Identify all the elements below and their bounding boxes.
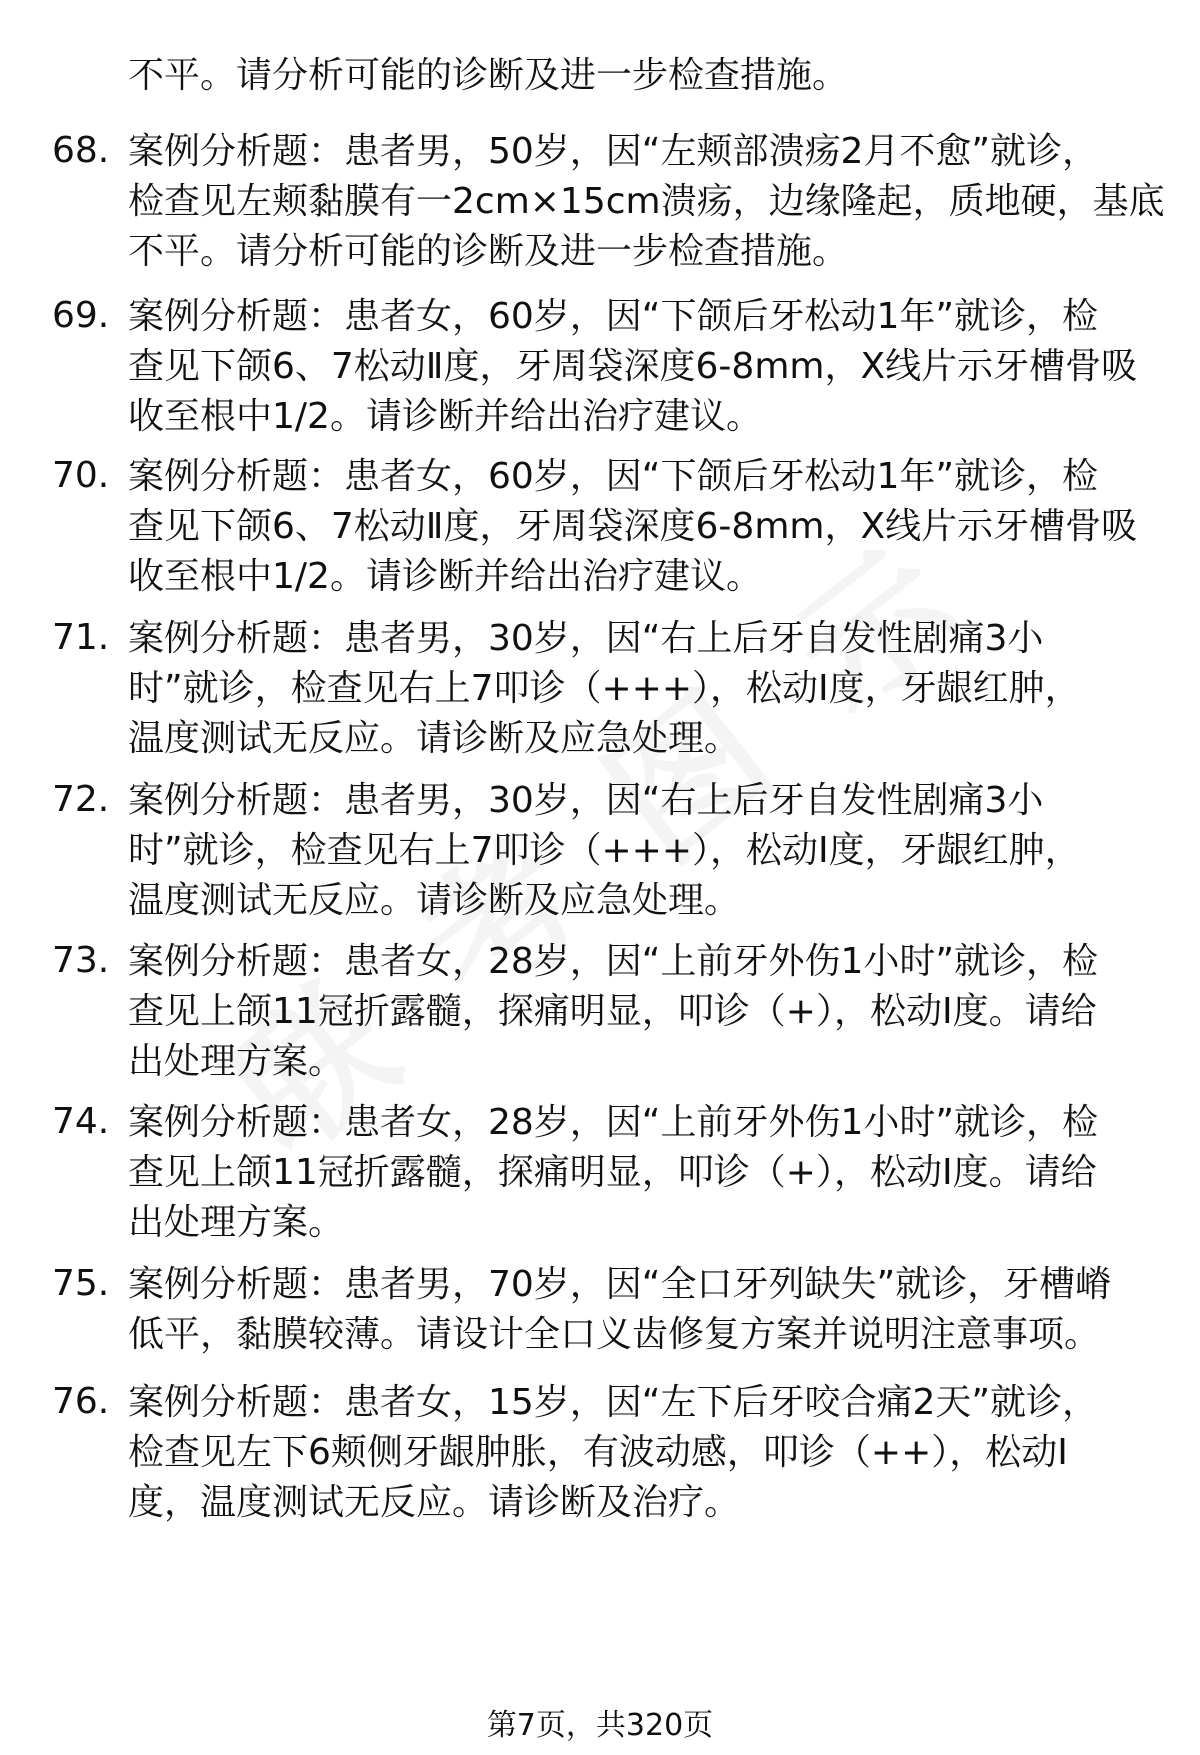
question-line: 查见下颌6、7松动Ⅱ度，牙周袋深度6-8mm，X线片示牙槽骨吸 (128, 346, 1138, 387)
question-number: 76. (52, 1381, 110, 1422)
question-text (128, 292, 1148, 442)
question-line: 时”就诊，检查见右上7叩诊（+++），松动Ⅰ度，牙龈红肿， (128, 668, 1081, 709)
question-text (128, 614, 1148, 764)
question-line: 查见下颌6、7松动Ⅱ度，牙周袋深度6-8mm，X线片示牙槽骨吸 (128, 506, 1138, 547)
question-line: 案例分析题：患者女，60岁，因“下颌后牙松动1年”就诊，检 (128, 296, 1099, 337)
question-line: 收至根中1/2。请诊断并给出治疗建议。 (128, 556, 762, 597)
question-line: 查见上颌11冠折露髓，探痛明显，叩诊（+），松动Ⅰ度。请给 (128, 1152, 1097, 1193)
question-number: 71. (52, 617, 110, 658)
question-line: 低平，黏膜较薄。请设计全口义齿修复方案并说明注意事项。 (128, 1314, 1101, 1355)
page-footer: 第7页，共320页 (486, 1708, 714, 1743)
question-number: 74. (52, 1101, 110, 1142)
question-text (128, 1378, 1148, 1528)
question-line: 案例分析题：患者女，60岁，因“下颌后牙松动1年”就诊，检 (128, 456, 1099, 497)
question-line: 案例分析题：患者男，30岁，因“右上后牙自发性剧痛3小 (128, 618, 1044, 659)
question-number: 68. (52, 130, 110, 171)
question-line: 收至根中1/2。请诊断并给出治疗建议。 (128, 396, 762, 437)
question-number: 69. (52, 295, 110, 336)
question-line: 时”就诊，检查见右上7叩诊（+++），松动Ⅰ度，牙龈红肿， (128, 830, 1081, 871)
question-line: 不平。请分析可能的诊断及进一步检查措施。 (128, 231, 849, 272)
question-line: 案例分析题：患者女，28岁，因“上前牙外伤1小时”就诊，检 (128, 1102, 1099, 1143)
question-line: 出处理方案。 (128, 1202, 345, 1243)
question-text (128, 937, 1148, 1087)
question-text (128, 1260, 1148, 1360)
question-line: 温度测试无反应。请诊断及应急处理。 (128, 718, 741, 759)
question-line: 检查见左颊黏膜有一2cm×15cm溃疡，边缘隆起，质地硬，基底 (128, 181, 1165, 222)
question-text (128, 1098, 1148, 1248)
question-line: 检查见左下6颊侧牙龈肿胀，有波动感，叩诊（++），松动Ⅰ (128, 1432, 1068, 1473)
question-text (128, 127, 1165, 277)
question-line: 案例分析题：患者男，30岁，因“右上后牙自发性剧痛3小 (128, 780, 1044, 821)
question-line: 案例分析题：患者男，70岁，因“全口牙列缺失”就诊，牙槽嵴 (128, 1264, 1112, 1305)
question-number: 75. (52, 1263, 110, 1304)
question-line: 案例分析题：患者男，50岁，因“左颊部溃疡2月不愈”就诊， (128, 131, 1099, 172)
question-number: 72. (52, 779, 110, 820)
question-line: 案例分析题：患者女，28岁，因“上前牙外伤1小时”就诊，检 (128, 941, 1099, 982)
question-text (128, 452, 1148, 602)
question-line: 出处理方案。 (128, 1041, 345, 1082)
question-line: 度，温度测试无反应。请诊断及治疗。 (128, 1482, 741, 1523)
question-text (128, 776, 1148, 926)
question-line: 案例分析题：患者女，15岁，因“左下后牙咬合痛2天”就诊， (128, 1382, 1099, 1423)
question-number: 70. (52, 455, 110, 496)
question-line: 查见上颌11冠折露髓，探痛明显，叩诊（+），松动Ⅰ度。请给 (128, 991, 1097, 1032)
question-line: 温度测试无反应。请诊断及应急处理。 (128, 880, 741, 921)
intro-continuation-text: 不平。请分析可能的诊断及进一步检查措施。 (128, 55, 849, 96)
question-number: 73. (52, 940, 110, 981)
